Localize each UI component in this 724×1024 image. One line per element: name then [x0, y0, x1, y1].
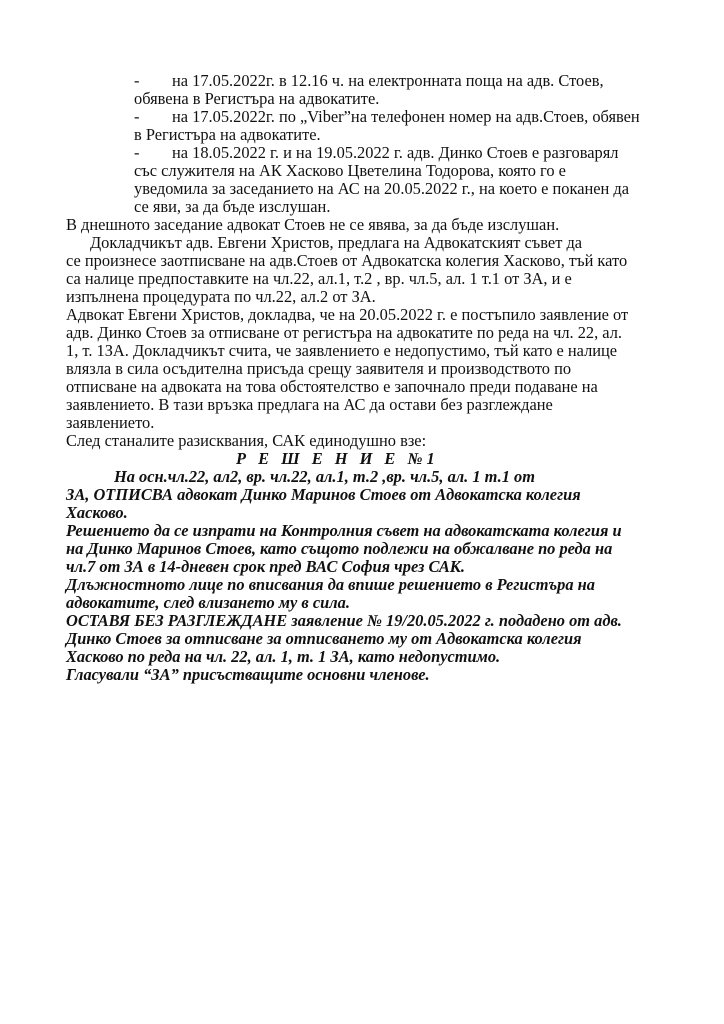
bullet-line: на 17.05.2022г. в 12.16 ч. на електронната поща на адв. Стоев, — [172, 71, 604, 90]
decision-line: ОСТАВЯ БЕЗ РАЗГЛЕЖДАНЕ заявление № 19/20.05.2022 г. подадено от адв. — [66, 611, 622, 630]
bullet-line: в Регистъра на адвокатите. — [134, 125, 321, 144]
bullet-line: уведомила за заседанието на АС на 20.05.2022 г., на което е поканен да — [134, 179, 630, 198]
bullet-line: обявена в Регистъра на адвокатите. — [134, 89, 380, 108]
decision-appeal — [66, 522, 658, 576]
paragraph-line: Докладчикът адв. Евгени Христов, предлага на Адвокатският съвет да — [90, 233, 583, 252]
decision-line: На осн.чл.22, ал2, вр. чл.22, ал.1, т.2 ,вр. чл.5, ал. 1 т.1 от — [114, 467, 535, 486]
decision-basis — [66, 468, 658, 522]
bullet-line: на 18.05.2022 г. и на 19.05.2022 г. адв. Динко Стоев е разговарял — [172, 143, 619, 162]
paragraph-line: заявлението. — [66, 413, 155, 432]
paragraph-line: се произнесе заотписване на адв.Стоев от Адвокатска колегия Хасково, тъй като — [66, 251, 628, 270]
rapporteur-proposal-paragraph — [66, 234, 658, 306]
decision-line: Хасково. — [66, 503, 128, 522]
bullet-item — [66, 108, 658, 144]
decision-line: Длъжностното лице по вписвания да впише решението в Регистъра на — [66, 575, 595, 594]
paragraph-line: Адвокат Евгени Христов, докладва, че на 20.05.2022 г. е постъпило заявление от — [66, 305, 629, 324]
decision-line: Хасково по реда на чл. 22, ал. 1, т. 1 ЗА, като недопустимо. — [66, 647, 501, 666]
paragraph-line: са налице предпоставките на чл.22, ал.1, т.2 , вр. чл.5, ал. 1 т.1 от ЗА, и е — [66, 269, 572, 288]
paragraph-line: заявлението. В тази връзка предлага на АС да остави без разглеждане — [66, 395, 553, 414]
decision-line: на Динко Маринов Стоев, като същото подлежи на обжалване по реда на — [66, 539, 613, 558]
absence-paragraph: В днешното заседание адвокат Стоев не се явява, за да бъде изслушан. — [66, 215, 560, 234]
bullet-item — [66, 72, 658, 108]
decision-line: чл.7 от ЗА в 14-дневен срок пред ВАС София чрез САК. — [66, 557, 465, 576]
decision-registry — [66, 576, 658, 612]
vote-line: Гласували “ЗА” присъстващите основни членове. — [66, 665, 430, 684]
decision-dismiss — [66, 612, 658, 666]
bullet-dash: - — [134, 143, 140, 162]
bullet-item — [66, 144, 658, 216]
bullet-dash: - — [134, 107, 140, 126]
document-body — [66, 72, 658, 684]
paragraph-line: отписване на адвоката на това обстоятелство е започнало преди подаване на — [66, 377, 598, 396]
paragraph-line: влязла в сила осъдителна присъда срещу заявителя и производството по — [66, 359, 572, 378]
bullet-line: със служителя на АК Хасково Цветелина Тодорова, която го е — [134, 161, 566, 180]
paragraph-line: 1, т. 1ЗА. Докладчикът счита, че заявлението е недопустимо, тъй като е налице — [66, 341, 618, 360]
decision-line: Решението да се изпрати на Контролния съвет на адвокатската колегия и — [66, 521, 622, 540]
decision-title: Р Е Ш Е Н И Е №1 — [236, 449, 439, 468]
bullet-line: се яви, за да бъде изслушан. — [134, 197, 331, 216]
bullet-dash: - — [134, 71, 140, 90]
discussion-paragraph: След станалите разисквания, САК единодушно взе: — [66, 431, 427, 450]
bullet-line: на 17.05.2022г. по „Viber”на телефонен номер на адв.Стоев, обявен — [172, 107, 640, 126]
paragraph-line: адв. Динко Стоев за отписване от регистъра на адвокатите по реда на чл. 22, ал. — [66, 323, 622, 342]
paragraph-line: изпълнена процедурата по чл.22, ал.2 от ЗА. — [66, 287, 376, 306]
decision-line: Динко Стоев за отписване за отписването му от Адвокатска колегия — [66, 629, 582, 648]
decision-line: адвокатите, след влизането му в сила. — [66, 593, 350, 612]
rapporteur-report-paragraph — [66, 306, 658, 432]
decision-line: ЗА, ОТПИСВА адвокат Динко Маринов Стоев от Адвокатска колегия — [66, 485, 581, 504]
